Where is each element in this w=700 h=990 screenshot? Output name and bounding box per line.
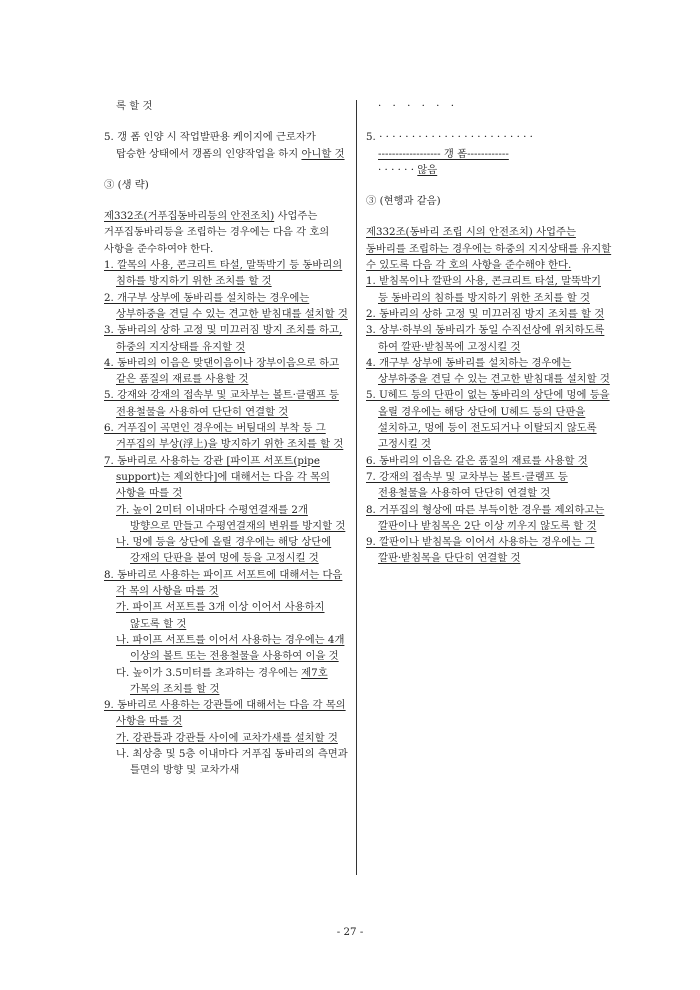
article-item: 4. 개구부 상부에 동바리를 설치하는 경우에는 상부하중을 견딜 수 있는 견고한 받침대를 설치할 것 (366, 356, 610, 386)
article-item: 4. 동바리의 이음은 맞댄이음이나 장부이음으로 하고 같은 품질의 재료를 사용할 것 (104, 356, 340, 386)
sub-item: 나. 최상층 및 5층 이내마다 거푸집 동바리의 측면과 틀면의 방향 및 교차가새 (116, 747, 348, 777)
article-item: 3. 동바리의 상하 고정 및 미끄러짐 방지 조치를 하고, 하중의 지지상태를 유지할 것 (104, 324, 343, 353)
article-item: 5. 강재와 강재의 접속부 및 교차부는 볼트·클램프 등 전용철물을 사용하여 단단히 연결할 것 (104, 389, 339, 418)
sub-item: 가. 높이 2미터 이내마다 수평연결재를 2개 방향으로 만들고 수평연결재의 변위를 방지할 것 (116, 503, 346, 532)
sub-item: 가. 파이프 서포트를 3개 이상 이어서 사용하지 않도록 할 것 (116, 601, 325, 630)
article-items (366, 273, 614, 566)
article-item: 5. U헤드 등의 단판이 없는 동바리의 상단에 멍에 등을 올릴 경우에는 해당 상단에 U헤드 등의 단판을 설치하고, 멍에 등이 전도되거나 이탈되지 않도록 고정시킬 것 (366, 389, 610, 451)
sub-item: 나. 파이프 서포트를 이어서 사용하는 경우에는 4개 이상의 볼트 또는 전용철물을 사용하여 이을 것 (116, 633, 345, 663)
article-item: 2. 동바리의 상하 고정 및 미끄러짐 방지 조치를 할 것 (366, 307, 605, 320)
gangform-line: ------------------ 갱 폼------------ (378, 147, 509, 160)
article-item: 6. 거푸집이 곡면인 경우에는 버팀대의 부착 등 그 거푸집의 부상(浮上)을 방지하기 위한 조치를 할 것 (104, 422, 344, 451)
item-continuation: 록 할 것 (116, 100, 153, 112)
item-continuation: · · · · · · (378, 100, 459, 112)
article-item: 2. 개구부 상부에 동바리를 설치하는 경우에는 상부하중을 견딜 수 있는 견고한 받침대를 설치할 것 (104, 291, 348, 320)
article-item: 7. 동바리로 사용하는 강관 [파이프 서포트(pipe support)는 제외한다]에 대해서는 다음 각 목의 사항을 따를 것 (104, 454, 330, 500)
item-5: 5. · · · · · · · · · · · · · · · · · · · · · · · · (366, 131, 533, 144)
article-item: 6. 동바리의 이음은 같은 품질의 재료를 사용할 것 (366, 454, 588, 467)
article-items (104, 257, 348, 779)
sub-item: 나. 멍에 등을 상단에 올릴 경우에는 해당 상단에 강재의 단판을 붙여 멍에 등을 고정시킬 것 (116, 536, 332, 565)
article-title: 제332조(동바리 조립 시의 안전조치) (366, 226, 533, 239)
page-number: - 27 - (336, 926, 364, 938)
paragraph-3: ③ (현행과 같음) (366, 195, 441, 208)
article-332 (104, 208, 348, 257)
article-item: 8. 동바리로 사용하는 파이프 서포트에 대해서는 다음 각 목의 사항을 따를 것 (104, 568, 343, 598)
paragraph-3: ③ (생 략) (104, 178, 149, 191)
current-text-column (104, 98, 348, 779)
article-332 (366, 224, 614, 273)
article-item: 7. 강재의 접속부 및 교차부는 볼트·클램프 등 전용철물을 사용하여 단단히 연결할 것 (366, 470, 568, 500)
revised-text-column (366, 98, 614, 567)
item-5: 5. 갱 폼 인양 시 작업발판용 케이지에 근로자가 탑승한 상태에서 갱폼의 인양작업을 하지 아니할 것 (104, 131, 345, 160)
sub-item: 다. 높이가 3.5미터를 초과하는 경우에는 제7호 가목의 조치를 할 것 (116, 666, 328, 695)
article-item: 9. 동바리로 사용하는 강관틀에 대해서는 다음 각 목의 사항을 따를 것 (104, 699, 346, 728)
article-intro: 사업주는 동바리를 조립하는 경우에는 하중의 지지상태를 유지할 수 있도록 다음 각 호의 사항을 준수해야 한다. (366, 226, 612, 272)
article-item: 3. 상부·하부의 동바리가 동일 수직선상에 위치하도록 하여 깔판·받침목에 고정시킬 것 (366, 324, 605, 353)
sub-item: 가. 강관틀과 강관틀 사이에 교차가새를 설치할 것 (116, 731, 338, 744)
none-line: · · · · · · 않음 (378, 163, 438, 176)
article-title: 제332조(거푸집동바리등의 안전조치) (104, 210, 275, 223)
column-divider (356, 100, 357, 875)
article-item: 8. 거푸집의 형상에 따른 부득이한 경우를 제외하고는 깔판이나 받침목은 2단 이상 끼우지 않도록 할 것 (366, 503, 605, 532)
article-intro: 사업주는 거푸집동바리등을 조립하는 경우에는 다음 각 호의 사항을 준수하여야 한다. (104, 210, 330, 255)
article-item: 9. 깔판이나 받침목을 이어서 사용하는 경우에는 그 깔판·받침목을 단단히 연결할 것 (366, 536, 595, 565)
article-item: 1. 받침목이나 깔판의 사용, 콘크리트 타설, 말뚝박기 등 동바리의 침하를 방지하기 위한 조치를 할 것 (366, 275, 601, 304)
article-item: 1. 깔목의 사용, 콘크리트 타설, 말뚝박기 등 동바리의 침하를 방지하기 위한 조치를 할 것 (104, 259, 343, 288)
